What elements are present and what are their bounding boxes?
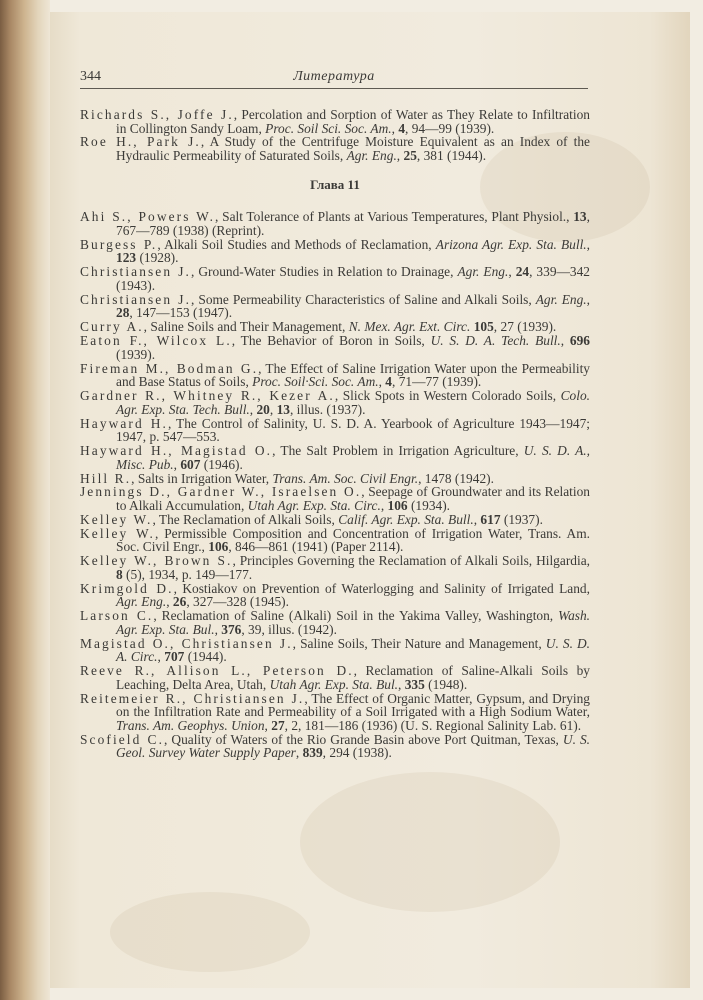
- entry-volume: 4: [398, 120, 406, 136]
- entry-author: Hayward H.: [80, 415, 169, 431]
- entry-source: Trans. Am. Soc. Civil Engr.: [272, 470, 419, 486]
- entry-volume: 13: [276, 401, 290, 417]
- entry-text: , Saline Soils, Their Nature and Management,: [292, 635, 546, 651]
- entry-text: , 1478 (1942).: [418, 470, 494, 486]
- entry-volume: 106: [387, 498, 408, 513]
- entry-volume: 26: [172, 594, 187, 610]
- entry-text: , Quality of Waters of the Rio Grande Basin above Port Quitman, Texas,: [164, 731, 563, 747]
- reference-entry: [80, 389, 590, 416]
- entry-text: ,: [249, 401, 257, 417]
- entry-source: U. S. D. A. Circ.: [116, 635, 590, 665]
- entry-volume: 27: [271, 717, 285, 733]
- entry-text: ,: [391, 120, 399, 136]
- reference-entry: [80, 334, 590, 361]
- entry-author: Eaton F., Wilcox L.: [80, 333, 232, 349]
- entry-volume: 105: [473, 319, 494, 335]
- reference-entry: [80, 664, 590, 691]
- entry-text: , A Study of the Centrifuge Moisture Equivalent as an Index of the Hydraulic Permeability of Saturated Soils,: [116, 134, 590, 164]
- entry-author: Reeve R., Allison L., Peterson D.: [80, 663, 354, 679]
- entry-text: , The Effect of Saline Irrigation Water upon the Permeability and Base Status of Soils,: [116, 360, 590, 390]
- entry-source: Agr. Eng.: [116, 594, 167, 610]
- reference-entry: [80, 210, 590, 237]
- entry-text: ,: [586, 291, 590, 307]
- entry-text: (1939).: [116, 346, 156, 362]
- reference-entry: [80, 293, 590, 320]
- entry-text: ,: [214, 621, 222, 637]
- reference-entry: [80, 485, 590, 512]
- reference-entry: [80, 362, 590, 389]
- entry-text: (1937).: [500, 511, 543, 527]
- entry-text: , 327—328 (1945).: [186, 594, 289, 610]
- chapter-heading: Глава 11: [310, 176, 360, 192]
- entry-volume: 839: [302, 745, 323, 761]
- entry-author: Magistad O., Christiansen J.: [80, 635, 293, 651]
- reference-entry: [80, 582, 590, 609]
- reference-entry: [80, 265, 590, 292]
- entry-volume: 617: [480, 511, 501, 527]
- bibliography-section-chapter-11: [80, 210, 590, 760]
- entry-text: ,: [264, 717, 272, 733]
- entry-source: Wash. Agr. Exp. Sta. Bul.: [116, 608, 591, 637]
- entry-text: , Ground-Water Studies in Relation to Drainage,: [191, 264, 458, 280]
- entry-text: (5), 1934, p. 149—177.: [122, 566, 253, 582]
- entry-volume: 24: [515, 264, 530, 280]
- entry-author: Kelley W.: [80, 525, 155, 541]
- entry-author: Ahi S., Powers W.: [80, 209, 216, 225]
- entry-text: ,: [173, 456, 181, 472]
- entry-text: , The Effect of Organic Matter, Gypsum, and Drying on the Infiltration Rate and Permeability of a Soil Irrigated with a High Sodium Water,: [116, 690, 591, 720]
- reference-entry: [80, 108, 590, 135]
- entry-source: Proc. Soil Sci. Soc. Am.: [265, 120, 392, 136]
- reference-entry: [80, 637, 590, 664]
- entry-author: Reitemeier R., Christiansen J.: [80, 690, 305, 706]
- entry-author: Kelley W.: [80, 511, 153, 527]
- entry-author: Christiansen J.: [80, 291, 192, 307]
- entry-text: ,: [295, 745, 303, 761]
- entry-source: Trans. Am. Geophys. Union: [116, 717, 265, 733]
- entry-text: , Reclamation of Saline-Alkali Soils by Leaching, Delta Area, Utah,: [116, 663, 591, 692]
- entry-text: ,: [378, 374, 386, 390]
- running-title: Литература: [293, 69, 375, 84]
- entry-source: U. S. Geol. Survey Water Supply Paper: [116, 731, 590, 761]
- entry-text: , The Behavior of Boron in Soils,: [231, 333, 431, 349]
- entry-author: Burgess P.: [80, 236, 158, 252]
- entry-text: , Reclamation of Saline (Alkali) Soil in the Yakima Valley, Washington,: [153, 608, 559, 624]
- entry-text: , The Salt Problem in Irrigation Agriculture,: [272, 443, 524, 459]
- reference-entry: [80, 733, 590, 760]
- entry-text: , Kostiakov on Prevention of Waterlogging and Salinity of Irrigated Land,: [173, 580, 590, 596]
- bibliography: [80, 108, 590, 760]
- reference-entry: [80, 513, 590, 527]
- reference-entry: [80, 527, 590, 554]
- entry-text: , illus. (1937).: [289, 401, 366, 417]
- entry-text: , The Control of Salinity, U. S. D. A. Yearbook of Agriculture 1943—1947; 1947, p. 547—553.: [116, 415, 590, 445]
- entry-source: Calif. Agr. Exp. Sta. Bull.: [338, 511, 474, 527]
- entry-author: Scofield C.: [80, 731, 165, 747]
- page-header: [80, 58, 588, 89]
- entry-author: Hayward H., Magistad O.: [80, 443, 273, 459]
- entry-source: Proc. Soil·Sci. Soc. Am.: [252, 374, 379, 390]
- entry-text: , 39, illus. (1942).: [241, 621, 337, 637]
- entry-text: (1946).: [200, 456, 243, 472]
- entry-volume: 4: [385, 374, 392, 390]
- entry-text: (1944).: [184, 649, 227, 665]
- page-number: 344: [80, 69, 101, 84]
- paper-stain: [110, 892, 310, 972]
- entry-author: Krimgold D.: [80, 580, 174, 596]
- entry-text: ,: [398, 676, 405, 692]
- entry-source: Agr. Eng.: [535, 291, 587, 307]
- entry-text: ,: [269, 401, 277, 417]
- entry-text: (1948).: [424, 676, 468, 692]
- reference-entry: [80, 320, 590, 334]
- entry-author: Christiansen J.: [80, 264, 192, 280]
- entry-author: Richards S., Joffe J.: [80, 107, 234, 122]
- entry-author: Roe H., Park J.: [80, 134, 201, 150]
- reference-entry: [80, 472, 590, 486]
- reference-entry: [80, 135, 590, 162]
- entry-volume: 607: [180, 456, 201, 472]
- entry-text: , Permissible Composition and Concentration of Irrigation Water, Trans. Am. Soc. Civil Engr.,: [116, 525, 590, 555]
- book-binding-edge: [0, 0, 50, 1000]
- entry-text: ,: [396, 148, 404, 164]
- reference-entry: [80, 609, 590, 636]
- entry-source: Arizona Agr. Exp. Sta. Bull.: [435, 236, 587, 252]
- entry-text: , Some Permeability Characteristics of Saline and Alkali Soils,: [191, 291, 536, 307]
- entry-source: Agr. Eng.: [457, 264, 509, 280]
- reference-entry: [80, 417, 590, 444]
- entry-text: ,: [560, 333, 570, 349]
- entry-text: , 94—99 (1939).: [405, 120, 495, 136]
- entry-text: , Slick Spots in Western Colorado Soils,: [334, 388, 561, 404]
- entry-text: , Salts in Irrigation Water,: [131, 470, 273, 486]
- entry-text: , 339—342 (1943).: [116, 264, 590, 293]
- entry-volume: 696: [569, 333, 590, 349]
- entry-text: , Saline Soils and Their Management,: [143, 319, 349, 335]
- entry-volume: 123: [116, 250, 137, 266]
- entry-text: , 2, 181—186 (1936) (U. S. Regional Salinity Lab. 61).: [284, 717, 582, 733]
- entry-source: Agr. Eng.: [346, 148, 397, 164]
- entry-text: , 294 (1938).: [322, 745, 392, 761]
- entry-text: (1928).: [136, 250, 179, 266]
- entry-author: Hill R.: [80, 470, 132, 486]
- entry-volume: 106: [208, 539, 229, 555]
- entry-text: , The Reclamation of Alkali Soils,: [152, 511, 339, 527]
- entry-source: Utah Agr. Exp. Sta. Bul.: [269, 676, 399, 692]
- entry-author: Gardner R., Whitney R., Kezer A.: [80, 388, 335, 404]
- entry-text: , 27 (1939).: [493, 319, 557, 335]
- bibliography-section-previous: [80, 108, 590, 163]
- entry-text: , Seepage of Groundwater and its Relation to Alkali Accumulation,: [116, 484, 591, 513]
- entry-author: Kelley W., Brown S.: [80, 553, 233, 569]
- entry-author: Curry A.: [80, 319, 144, 335]
- entry-text: ,: [586, 236, 590, 252]
- entry-text: , 381 (1944).: [416, 148, 487, 164]
- entry-source: Utah Agr. Exp. Sta. Circ.: [247, 498, 381, 513]
- entry-text: , 767—789 (1938) (Reprint).: [116, 209, 590, 238]
- entry-source: N. Mex. Agr. Ext. Circ.: [348, 319, 471, 335]
- entry-text: ,: [380, 498, 388, 513]
- entry-text: , 147—153 (1947).: [129, 305, 233, 321]
- entry-text: , 71—77 (1939).: [392, 374, 482, 390]
- entry-text: ,: [166, 594, 173, 610]
- entry-source: U. S. D. A. Tech. Bull.: [430, 333, 561, 349]
- entry-text: ,: [473, 511, 481, 527]
- entry-text: , 846—861 (1941) (Paper 2114).: [228, 539, 404, 555]
- reference-entry: [80, 692, 590, 733]
- entry-text: , Percolation and Sorption of Water as They Relate to Infiltration in Collington Sandy Loam,: [116, 107, 590, 136]
- entry-volume: 20: [256, 401, 270, 417]
- reference-entry: [80, 444, 590, 471]
- reference-entry: [80, 238, 590, 265]
- entry-source: Colo. Agr. Exp. Sta. Tech. Bull.: [116, 388, 590, 417]
- entry-author: Larson C.: [80, 608, 154, 624]
- entry-volume: 707: [164, 649, 185, 665]
- entry-volume: 335: [404, 676, 425, 692]
- reference-entry: [80, 554, 590, 581]
- entry-text: , Salt Tolerance of Plants at Various Temperatures, Plant Physiol.,: [215, 209, 574, 225]
- paper-stain: [300, 772, 560, 912]
- entry-source: U. S. D. A., Misc. Pub.: [116, 443, 590, 472]
- entry-author: Fireman M., Bodman G.: [80, 360, 259, 376]
- entry-volume: 28: [116, 305, 130, 321]
- entry-text: , Principles Governing the Reclamation of Alkali Soils, Hilgardia,: [232, 553, 590, 569]
- entry-author: Jennings D., Gardner W., Israelsen O.: [80, 484, 362, 500]
- entry-volume: 376: [221, 621, 242, 637]
- entry-volume: 13: [573, 209, 587, 225]
- entry-volume: 8: [116, 566, 123, 582]
- entry-text: (1934).: [407, 498, 451, 513]
- entry-text: ,: [157, 649, 165, 665]
- entry-text: , Alkali Soil Studies and Methods of Reclamation,: [157, 236, 436, 252]
- entry-volume: 25: [403, 148, 417, 164]
- entry-text: ,: [508, 264, 516, 280]
